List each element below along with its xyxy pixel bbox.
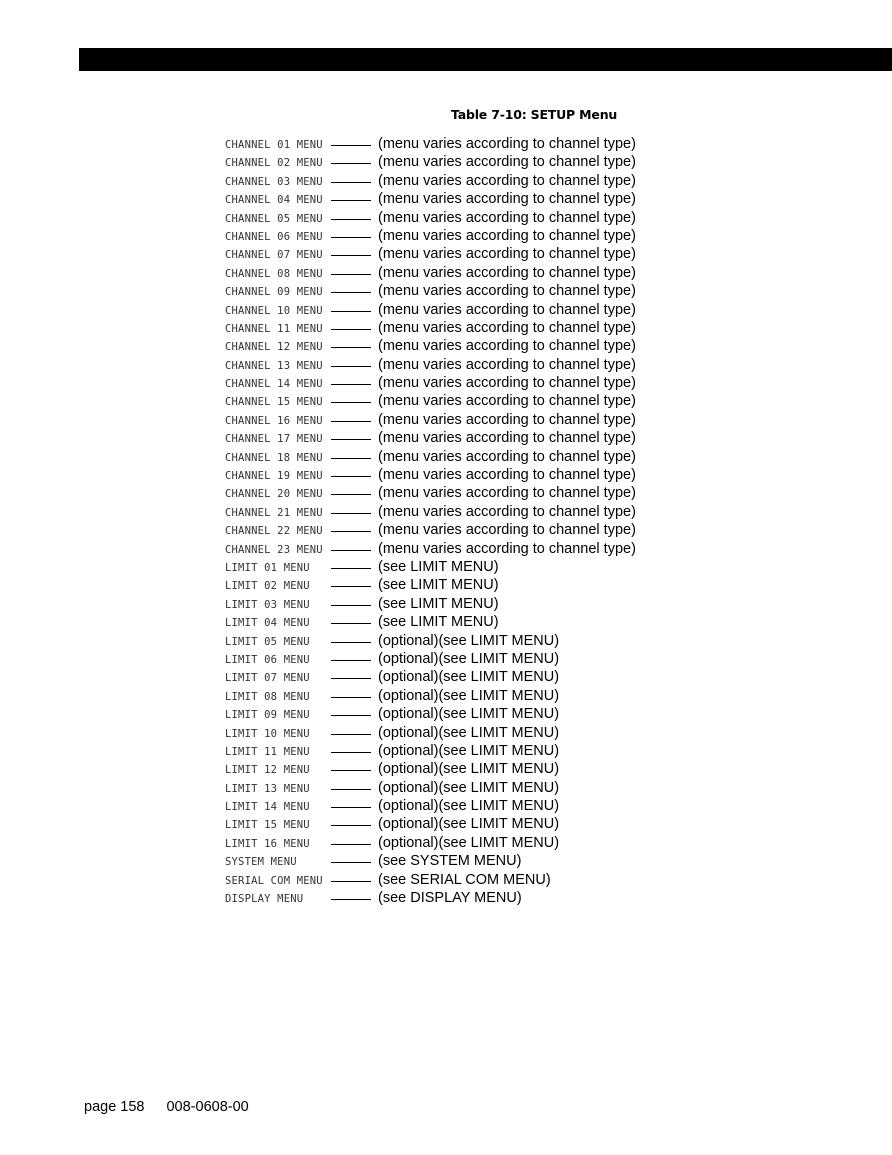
menu-row: [225, 357, 665, 375]
connector-line: [331, 366, 371, 367]
menu-name: LIMIT 12 MENU: [225, 764, 310, 777]
menu-description: (menu varies according to channel type): [378, 522, 636, 539]
connector-line: [331, 586, 371, 587]
menu-row: [225, 614, 665, 632]
menu-row: [225, 853, 665, 871]
document-number: 008-0608-00: [166, 1099, 249, 1115]
menu-name: CHANNEL 19 MENU: [225, 470, 323, 483]
menu-name: LIMIT 02 MENU: [225, 580, 310, 593]
table-title: Table 7-10: SETUP Menu: [451, 107, 618, 122]
menu-description: (optional)(see LIMIT MENU): [378, 798, 560, 815]
connector-line: [331, 844, 371, 845]
menu-name: CHANNEL 04 MENU: [225, 194, 323, 207]
menu-name: LIMIT 14 MENU: [225, 801, 310, 814]
connector-line: [331, 421, 371, 422]
connector-line: [331, 568, 371, 569]
menu-row: [225, 173, 665, 191]
connector-line: [331, 605, 371, 606]
menu-name: CHANNEL 02 MENU: [225, 157, 323, 170]
menu-row: [225, 669, 665, 687]
menu-description: (menu varies according to channel type): [378, 448, 636, 465]
connector-line: [331, 219, 371, 220]
connector-line: [331, 513, 371, 514]
menu-row: [225, 504, 665, 522]
menu-name: CHANNEL 05 MENU: [225, 212, 323, 225]
menu-description: (menu varies according to channel type): [378, 246, 636, 263]
menu-name: LIMIT 11 MENU: [225, 745, 310, 758]
menu-description: (see LIMIT MENU): [378, 558, 499, 575]
connector-line: [331, 660, 371, 661]
menu-description: (menu varies according to channel type): [378, 338, 636, 355]
menu-description: (menu varies according to channel type): [378, 154, 636, 171]
menu-description: (optional)(see LIMIT MENU): [378, 742, 560, 759]
connector-line: [331, 329, 371, 330]
menu-row: [225, 577, 665, 595]
menu-description: (optional)(see LIMIT MENU): [378, 724, 560, 741]
menu-name: LIMIT 08 MENU: [225, 690, 310, 703]
menu-name: CHANNEL 07 MENU: [225, 249, 323, 262]
connector-line: [331, 807, 371, 808]
menu-description: (optional)(see LIMIT MENU): [378, 650, 560, 667]
menu-row: [225, 191, 665, 209]
menu-description: (menu varies according to channel type): [378, 356, 636, 373]
menu-name: CHANNEL 21 MENU: [225, 506, 323, 519]
menu-description: (menu varies according to channel type): [378, 540, 636, 557]
menu-description: (menu varies according to channel type): [378, 430, 636, 447]
menu-row: [225, 154, 665, 172]
menu-name: CHANNEL 18 MENU: [225, 451, 323, 464]
menu-row: [225, 706, 665, 724]
menu-name: CHANNEL 20 MENU: [225, 488, 323, 501]
menu-name: CHANNEL 08 MENU: [225, 267, 323, 280]
connector-line: [331, 642, 371, 643]
connector-line: [331, 347, 371, 348]
menu-row: [225, 780, 665, 798]
menu-name: CHANNEL 12 MENU: [225, 341, 323, 354]
menu-name: SYSTEM MENU: [225, 856, 297, 869]
connector-line: [331, 476, 371, 477]
menu-row: [225, 283, 665, 301]
menu-row: [225, 265, 665, 283]
menu-row: [225, 485, 665, 503]
menu-name: CHANNEL 17 MENU: [225, 433, 323, 446]
menu-row: [225, 816, 665, 834]
page-number: page 158: [84, 1099, 145, 1115]
menu-description: (menu varies according to channel type): [378, 393, 636, 410]
menu-name: CHANNEL 22 MENU: [225, 525, 323, 538]
connector-line: [331, 825, 371, 826]
connector-line: [331, 163, 371, 164]
connector-line: [331, 200, 371, 201]
connector-line: [331, 145, 371, 146]
menu-description: (menu varies according to channel type): [378, 375, 636, 392]
menu-name: LIMIT 05 MENU: [225, 635, 310, 648]
connector-line: [331, 274, 371, 275]
menu-row: [225, 430, 665, 448]
menu-row: [225, 375, 665, 393]
connector-line: [331, 734, 371, 735]
menu-description: (see DISPLAY MENU): [378, 890, 522, 907]
connector-line: [331, 862, 371, 863]
connector-line: [331, 402, 371, 403]
menu-name: LIMIT 09 MENU: [225, 709, 310, 722]
connector-line: [331, 237, 371, 238]
menu-name: LIMIT 16 MENU: [225, 837, 310, 850]
menu-name: LIMIT 10 MENU: [225, 727, 310, 740]
menu-name: CHANNEL 06 MENU: [225, 230, 323, 243]
menu-row: [225, 210, 665, 228]
menu-description: (optional)(see LIMIT MENU): [378, 669, 560, 686]
menu-name: CHANNEL 16 MENU: [225, 414, 323, 427]
menu-description: (optional)(see LIMIT MENU): [378, 834, 560, 851]
setup-menu-list: [225, 136, 665, 908]
menu-description: (see SERIAL COM MENU): [378, 871, 551, 888]
menu-description: (menu varies according to channel type): [378, 136, 636, 152]
menu-name: CHANNEL 15 MENU: [225, 396, 323, 409]
menu-row: [225, 743, 665, 761]
connector-line: [331, 752, 371, 753]
menu-row: [225, 449, 665, 467]
menu-row: [225, 761, 665, 779]
menu-row: [225, 136, 665, 154]
menu-name: CHANNEL 10 MENU: [225, 304, 323, 317]
menu-description: (see SYSTEM MENU): [378, 853, 522, 870]
menu-description: (optional)(see LIMIT MENU): [378, 779, 560, 796]
menu-row: [225, 246, 665, 264]
menu-row: [225, 872, 665, 890]
menu-description: (menu varies according to channel type): [378, 264, 636, 281]
menu-name: DISPLAY MENU: [225, 893, 304, 906]
menu-description: (menu varies according to channel type): [378, 467, 636, 484]
menu-name: LIMIT 03 MENU: [225, 598, 310, 611]
menu-description: (menu varies according to channel type): [378, 301, 636, 318]
menu-description: (menu varies according to channel type): [378, 172, 636, 189]
menu-description: (menu varies according to channel type): [378, 485, 636, 502]
connector-line: [331, 182, 371, 183]
connector-line: [331, 770, 371, 771]
menu-row: [225, 725, 665, 743]
menu-name: CHANNEL 01 MENU: [225, 139, 323, 151]
menu-name: LIMIT 01 MENU: [225, 561, 310, 574]
menu-description: (menu varies according to channel type): [378, 227, 636, 244]
menu-description: (menu varies according to channel type): [378, 411, 636, 428]
menu-row: [225, 688, 665, 706]
menu-row: [225, 228, 665, 246]
connector-line: [331, 881, 371, 882]
menu-row: [225, 522, 665, 540]
menu-description: (see LIMIT MENU): [378, 595, 499, 612]
menu-description: (menu varies according to channel type): [378, 319, 636, 336]
connector-line: [331, 550, 371, 551]
menu-row: [225, 633, 665, 651]
menu-name: CHANNEL 09 MENU: [225, 286, 323, 299]
menu-description: (menu varies according to channel type): [378, 209, 636, 226]
menu-name: CHANNEL 14 MENU: [225, 378, 323, 391]
menu-description: (optional)(see LIMIT MENU): [378, 761, 560, 778]
connector-line: [331, 623, 371, 624]
menu-row: [225, 338, 665, 356]
menu-name: LIMIT 13 MENU: [225, 782, 310, 795]
connector-line: [331, 439, 371, 440]
connector-line: [331, 311, 371, 312]
menu-row: [225, 559, 665, 577]
connector-line: [331, 697, 371, 698]
connector-line: [331, 789, 371, 790]
menu-row: [225, 798, 665, 816]
connector-line: [331, 715, 371, 716]
menu-name: LIMIT 04 MENU: [225, 617, 310, 630]
menu-row: [225, 320, 665, 338]
menu-row: [225, 890, 665, 908]
connector-line: [331, 899, 371, 900]
menu-row: [225, 651, 665, 669]
menu-row: [225, 302, 665, 320]
menu-description: (menu varies according to channel type): [378, 503, 636, 520]
page-footer: [84, 1099, 249, 1115]
menu-row: [225, 393, 665, 411]
connector-line: [331, 458, 371, 459]
menu-description: (optional)(see LIMIT MENU): [378, 816, 560, 833]
menu-name: CHANNEL 03 MENU: [225, 175, 323, 188]
menu-description: (see LIMIT MENU): [378, 577, 499, 594]
menu-name: SERIAL COM MENU: [225, 874, 323, 887]
connector-line: [331, 255, 371, 256]
connector-line: [331, 494, 371, 495]
menu-description: (optional)(see LIMIT MENU): [378, 687, 560, 704]
menu-row: [225, 541, 665, 559]
menu-name: LIMIT 06 MENU: [225, 653, 310, 666]
menu-name: CHANNEL 23 MENU: [225, 543, 323, 556]
menu-row: [225, 412, 665, 430]
menu-description: (menu varies according to channel type): [378, 283, 636, 300]
connector-line: [331, 384, 371, 385]
menu-description: (see LIMIT MENU): [378, 614, 499, 631]
connector-line: [331, 531, 371, 532]
connector-line: [331, 292, 371, 293]
menu-name: LIMIT 07 MENU: [225, 672, 310, 685]
header-bar: [79, 48, 892, 71]
menu-row: [225, 467, 665, 485]
menu-name: LIMIT 15 MENU: [225, 819, 310, 832]
menu-row: [225, 835, 665, 853]
menu-name: CHANNEL 13 MENU: [225, 359, 323, 372]
menu-row: [225, 596, 665, 614]
menu-description: (optional)(see LIMIT MENU): [378, 706, 560, 723]
connector-line: [331, 678, 371, 679]
menu-description: (optional)(see LIMIT MENU): [378, 632, 560, 649]
menu-description: (menu varies according to channel type): [378, 191, 636, 208]
menu-name: CHANNEL 11 MENU: [225, 322, 323, 335]
